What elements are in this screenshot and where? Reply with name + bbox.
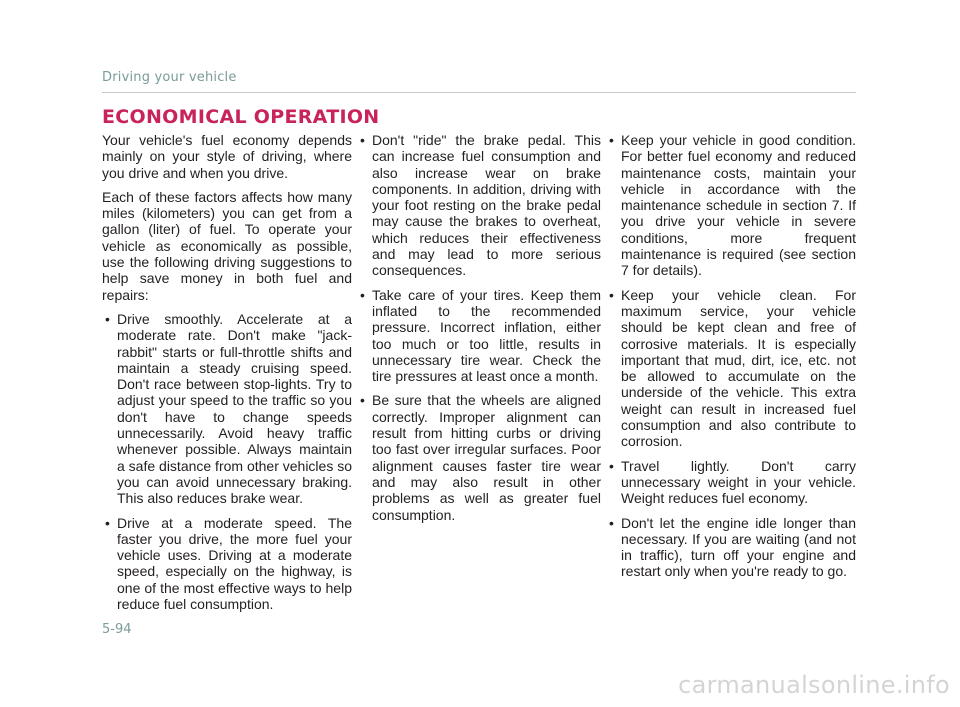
list-item-text: Travel lightly. Don't carry unnecessary weight in your vehicle. Weight reduces fuel economy.	[621, 457, 856, 507]
bullet-icon: •	[609, 286, 614, 303]
column-3	[606, 132, 856, 588]
bullet-icon: •	[609, 132, 614, 148]
list-item	[102, 515, 352, 613]
bullet-icon: •	[360, 132, 365, 148]
list-item-text: Don't "ride" the brake pedal. This can increase fuel consumption and also increase wear on brake components. In addition, driving with your foot resting on the brake pedal may cause the brakes to overheat, which reduces their effectiveness and may lead to more serious consequences.	[372, 132, 601, 279]
bullet-list	[606, 132, 856, 580]
list-item	[606, 287, 856, 450]
list-item-text: Take care of your tires. Keep them inflated to the recommended pressure. Incorrect inflation, either too much or too little, results in unnecessary tire wear. Check the tire pressures at least once a month.	[372, 286, 601, 385]
bullet-list	[102, 311, 352, 612]
header-divider	[102, 92, 856, 93]
paragraph: Your vehicle's fuel economy depends mainly on your style of driving, where you drive and when you drive.	[102, 132, 352, 181]
list-item-text: Drive at a moderate speed. The faster you drive, the more fuel your vehicle uses. Driving at a moderate speed, especially on the highway, is one of the most effective ways to help reduce fuel consumption.	[117, 514, 352, 613]
list-item-text: Keep your vehicle clean. For maximum service, your vehicle should be kept clean and free of corrosive materials. It is especially important that mud, dirt, ice, etc. not be allowed to accumulate on the underside of the vehicle. This extra weight can result in increased fuel consumption and also contribute to corrosion.	[621, 286, 856, 450]
bullet-icon: •	[609, 514, 614, 531]
list-item	[606, 515, 856, 580]
list-item	[357, 392, 601, 522]
list-item	[606, 458, 856, 507]
bullet-icon: •	[360, 392, 365, 409]
list-item	[357, 132, 601, 279]
list-item-text: Don't let the engine idle longer than necessary. If you are waiting (and not in traffic), turn off your engine and restart only when you're ready to go.	[621, 514, 856, 580]
bullet-icon: •	[609, 457, 614, 474]
list-item	[102, 311, 352, 507]
list-item-text: Drive smoothly. Accelerate at a moderate rate. Don't make "jack-rabbit" starts or full-throttle shifts and maintain a steady cruising speed. Don't race between stop-lights. Try to adjust your speed to the traffic so you don't have to change speeds unnecessarily. Avoid heavy traffic whenever possible. Always maintain a safe distance from other vehicles so you can avoid unnecessary braking. This also reduces brake wear.	[117, 310, 353, 507]
list-item-text: Keep your vehicle in good condition. For better fuel economy and reduced maintenance costs, maintain your vehicle in accordance with the maintenance schedule in section 7. If you drive your vehicle in severe conditions, more frequent maintenance is required (see section 7 for details).	[621, 132, 856, 279]
bullet-icon: •	[105, 514, 110, 531]
column-2	[357, 132, 601, 531]
watermark: carmanualsonline.info	[678, 671, 950, 699]
list-item-text: Be sure that the wheels are aligned correctly. Improper alignment can result from hitting curbs or driving too fast over irregular surfaces. Poor alignment causes faster tire wear and may also result in other problems as well as greater fuel consumption.	[372, 392, 601, 523]
list-item	[357, 287, 601, 385]
bullet-icon: •	[105, 310, 110, 327]
section-title: ECONOMICAL OPERATION	[102, 106, 380, 128]
bullet-icon: •	[360, 286, 365, 303]
page-number: 5-94	[102, 622, 132, 637]
list-item	[606, 132, 856, 279]
paragraph: Each of these factors affects how many miles (kilometers) you can get from a gallon (liter) of fuel. To operate your vehicle as economically as possible, use the following driving suggestions to help save money in both fuel and repairs:	[102, 188, 352, 303]
column-1	[102, 132, 352, 620]
running-header: Driving your vehicle	[102, 70, 237, 85]
bullet-list	[357, 132, 601, 523]
